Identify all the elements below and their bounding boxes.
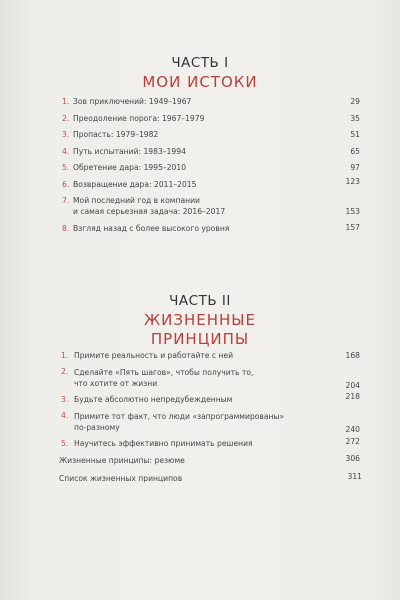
toc-item-number: 3. [62, 130, 70, 139]
toc-item-page: 97 [350, 163, 360, 172]
toc-item-page: 123 [345, 176, 360, 186]
part-1-label: ЧАСТЬ I [171, 55, 229, 71]
toc-item[interactable] [59, 351, 360, 361]
part-2-title-line-2: ПРИНЦИПЫ [150, 330, 250, 348]
toc-item-title: Преодоление порога: 1967–1979 [73, 113, 205, 123]
part-2-toc [59, 351, 360, 484]
toc-item-title: Будьте абсолютно непредубежденным [74, 395, 233, 404]
toc-item-title: Жизненные принципы: резюме [59, 456, 185, 465]
part-1-toc [62, 97, 360, 240]
toc-item-title: Пропасть: 1979–1982 [73, 130, 159, 139]
toc-item[interactable] [59, 456, 360, 466]
toc-item-title-line: Сделайте «Пять шагов», чтобы получить то, [74, 368, 254, 377]
toc-item[interactable] [59, 439, 360, 449]
part-2-label: ЧАСТЬ II [169, 293, 231, 309]
toc-item-page: 168 [345, 351, 360, 360]
toc-item-number: 5. [62, 163, 70, 172]
toc-item[interactable] [62, 163, 360, 173]
toc-item-number: 3. [61, 395, 69, 404]
toc-item-page: 311 [347, 472, 362, 481]
toc-item-title: Зов приключений: 1949–1967 [73, 97, 192, 106]
toc-item-title [59, 367, 314, 389]
toc-item-page: 204 [345, 381, 360, 390]
toc-item-title-line: что хотите от жизни [74, 379, 158, 388]
toc-item-page: 29 [350, 97, 360, 106]
toc-item[interactable] [62, 196, 360, 217]
toc-item-page: 272 [345, 437, 360, 446]
toc-item-number: 4. [61, 411, 69, 420]
toc-item-number: 1. [62, 97, 70, 106]
toc-item[interactable] [59, 392, 360, 405]
toc-item[interactable] [62, 147, 360, 157]
toc-item-title-line: и самая серьезная задача: 2016–2017 [73, 206, 226, 216]
toc-item-title: Возвращение дара: 2011–2015 [73, 179, 197, 189]
toc-item-page: 35 [350, 113, 360, 123]
toc-item-title: Примите реальность и работайте с ней [74, 351, 234, 360]
toc-item-number: 6. [62, 179, 70, 189]
toc-item-number: 2. [62, 113, 70, 123]
toc-item[interactable] [59, 411, 360, 433]
toc-item-title: Обретение дара: 1995–2010 [73, 163, 187, 172]
toc-item-title: Путь испытаний: 1983–1994 [73, 146, 186, 156]
toc-item[interactable] [62, 97, 360, 107]
toc-item-title-line: по-разному [74, 423, 120, 432]
toc-item[interactable] [62, 130, 360, 140]
toc-item-page: 51 [350, 130, 360, 139]
toc-item-title-line: Примите тот факт, что люди «запрограммированы» [74, 412, 285, 421]
part-2-header [0, 292, 400, 349]
toc-item-title [62, 196, 303, 217]
toc-item[interactable] [62, 224, 360, 234]
toc-item-page: 218 [345, 392, 360, 401]
toc-item-title: Взгляд назад с более высокого уровня [73, 223, 230, 233]
toc-item-number: 7. [62, 196, 70, 205]
toc-item-page: 240 [345, 425, 360, 434]
toc-item-number: 4. [62, 146, 70, 156]
part-1-title: МОИ ИСТОКИ [142, 73, 258, 91]
toc-item-page: 153 [345, 207, 360, 216]
toc-item[interactable] [62, 176, 360, 190]
toc-item-page: 306 [345, 454, 360, 463]
toc-item-number: 5. [61, 439, 69, 448]
part-1-header [0, 54, 400, 92]
toc-item-title [59, 411, 314, 433]
toc-item-number: 1. [61, 351, 69, 360]
toc-item-page: 65 [350, 146, 360, 156]
part-2-title-line-1: ЖИЗНЕННЫЕ [143, 311, 257, 329]
toc-item-number: 2. [61, 367, 69, 376]
toc-item-title: Список жизненных принципов [59, 474, 183, 483]
toc-item-title: Научитесь эффективно принимать решения [74, 439, 253, 448]
toc-item[interactable] [59, 367, 360, 389]
toc-item[interactable] [59, 474, 360, 484]
toc-item[interactable] [62, 114, 360, 124]
toc-item-title-line: Мой последний год в компании [73, 196, 200, 205]
toc-item-page: 157 [345, 222, 360, 232]
toc-item-number: 8. [62, 223, 70, 233]
